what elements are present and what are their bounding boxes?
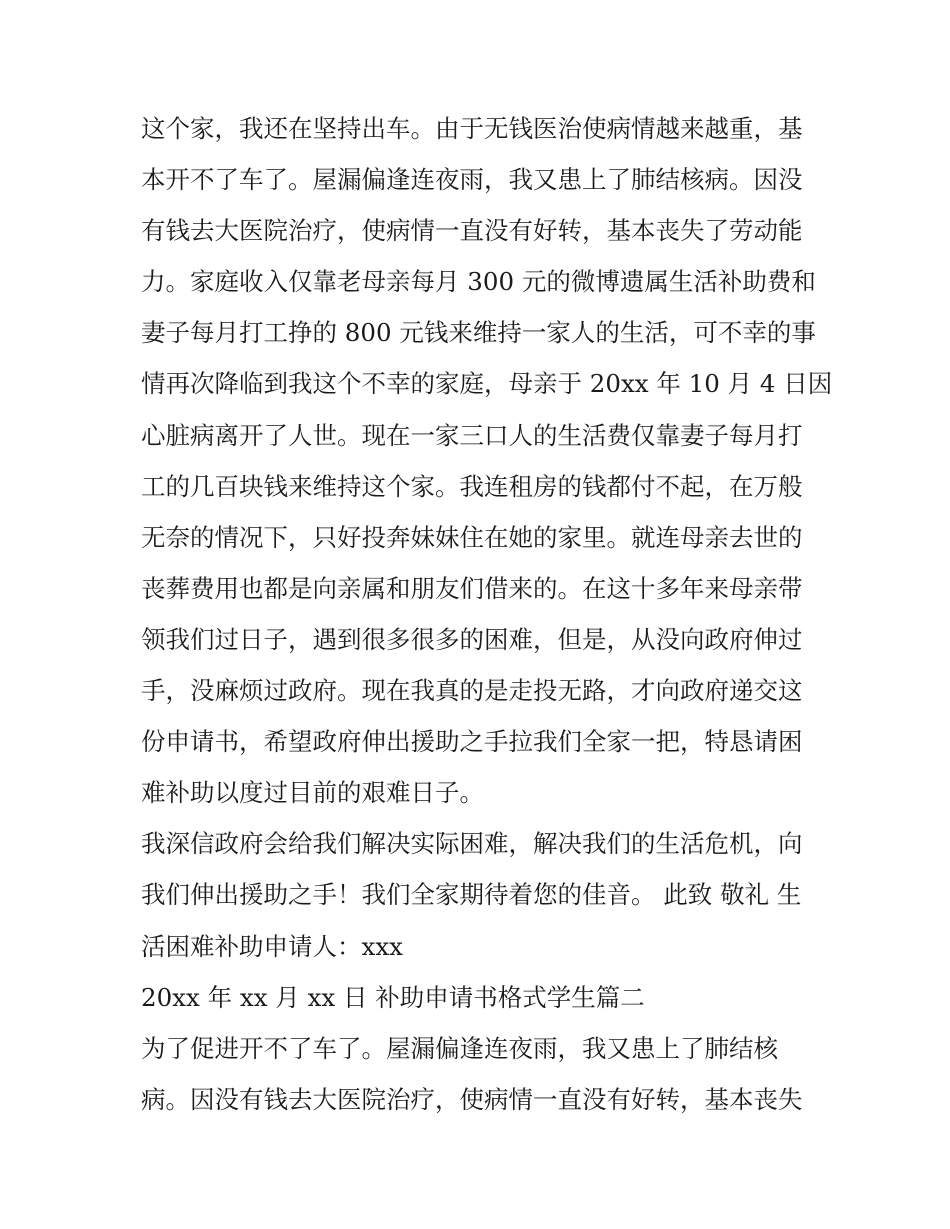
text-line: 工的几百块钱来维持这个家。我连租房的钱都付不起，在万般 bbox=[141, 471, 803, 501]
text-line: 心脏病离开了人世。现在一家三口人的生活费仅靠妻子每月打 bbox=[141, 420, 803, 450]
text-line: 手，没麻烦过政府。现在我真的是走投无路，才向政府递交这 bbox=[141, 676, 803, 706]
document-body bbox=[141, 108, 833, 1130]
text-line: 份申请书，希望政府伸出援助之手拉我们全家一把，特恳请困 bbox=[141, 727, 803, 757]
signature-line: 活困难补助申请人：xxx bbox=[141, 931, 403, 961]
text-line: 妻子每月打工挣的 800 元钱来维持一家人的生活，可不幸的事 bbox=[141, 318, 816, 348]
text-line: 这个家，我还在坚持出车。由于无钱医治使病情越来越重，基 bbox=[141, 114, 803, 143]
text-line: 力。家庭收入仅靠老母亲每月 300 元的微博遗属生活补助费和 bbox=[141, 267, 816, 297]
text-line: 我深信政府会给我们解决实际困难，解决我们的生活危机，向 bbox=[141, 829, 803, 859]
text-line: 病。因没有钱去大医院治疗，使病情一直没有好转，基本丧失 bbox=[141, 1084, 803, 1114]
text-line: 为了促进开不了车了。屋漏偏逢连夜雨，我又患上了肺结核 bbox=[141, 1033, 778, 1063]
text-line: 我们伸出援助之手！我们全家期待着您的佳音。 此致 敬礼 生 bbox=[141, 880, 802, 910]
text-line: 有钱去大医院治疗，使病情一直没有好转，基本丧失了劳动能 bbox=[141, 216, 803, 246]
text-line: 情再次降临到我这个不幸的家庭，母亲于 20xx 年 10 月 4 日因 bbox=[141, 369, 833, 399]
text-line: 本开不了车了。屋漏偏逢连夜雨，我又患上了肺结核病。因没 bbox=[141, 165, 803, 195]
text-line: 难补助以度过目前的艰难日子。 bbox=[141, 778, 484, 808]
date-heading-line: 20xx 年 xx 月 xx 日 补助申请书格式学生篇二 bbox=[141, 982, 645, 1012]
text-line: 丧葬费用也都是向亲属和朋友们借来的。在这十多年来母亲带 bbox=[141, 573, 803, 603]
text-line: 领我们过日子，遇到很多很多的困难，但是，从没向政府伸过 bbox=[141, 624, 803, 654]
text-line: 无奈的情况下，只好投奔妹妹住在她的家里。就连母亲去世的 bbox=[141, 522, 803, 552]
